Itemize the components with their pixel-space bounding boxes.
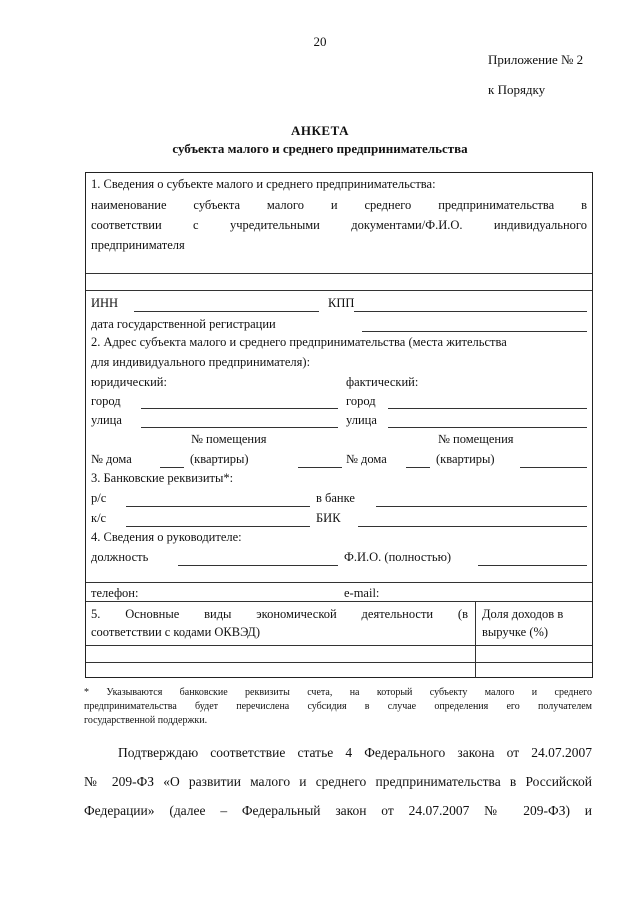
rs-label: р/с — [91, 491, 107, 505]
section1-heading: 1. Сведения о субъекте малого и среднего предпринимательства: — [91, 177, 436, 191]
bank-field[interactable] — [376, 506, 587, 507]
position-label: должность — [91, 550, 149, 564]
actual-house-field[interactable] — [406, 467, 430, 468]
actual-room-label: № помещения — [438, 432, 514, 446]
income-share-label-line1: Доля доходов в — [482, 607, 564, 621]
legal-house-label: № дома — [91, 452, 132, 466]
rs-field[interactable] — [126, 506, 310, 507]
row-divider — [86, 582, 592, 583]
fio-label: Ф.И.О. (полностью) — [344, 550, 452, 564]
legal-city-field[interactable] — [141, 408, 338, 409]
ks-label: к/с — [91, 511, 107, 525]
section5-text-line1: 5. Основные виды экономической деятельности (в — [91, 607, 468, 621]
page-number: 20 — [313, 34, 327, 49]
section1-text-line3: предпринимателя — [91, 238, 185, 252]
legal-address-label: юридический: — [91, 375, 167, 389]
reg-date-label: дата государственной регистрации — [91, 317, 276, 331]
body-paragraph-line3: Федерации» (далее – Федеральный закон от 24.07.2007 № 209-ФЗ) и — [84, 803, 592, 818]
body-paragraph-line1: Подтверждаю соответствие статье 4 Федерального закона от 24.07.2007 — [118, 745, 592, 760]
bik-field[interactable] — [358, 526, 587, 527]
legal-city-label: город — [91, 394, 121, 408]
footnote-line3: государственной поддержки. — [84, 715, 208, 726]
footnote-line1: * Указываются банковские реквизиты счета, на который субъекту малого и среднего — [84, 687, 592, 698]
row-divider — [86, 273, 592, 274]
questionnaire-form — [85, 172, 593, 678]
bik-label: БИК — [316, 511, 341, 525]
actual-street-label: улица — [346, 413, 377, 427]
bank-label: в банке — [316, 491, 355, 505]
legal-house-field[interactable] — [160, 467, 184, 468]
section2-heading-line1: 2. Адрес субъекта малого и среднего предпринимательства (места жительства — [91, 335, 507, 349]
actual-apartment-label: (квартиры) — [436, 452, 495, 466]
legal-street-field[interactable] — [141, 427, 338, 428]
row-divider — [86, 645, 592, 646]
actual-apartment-field[interactable] — [520, 467, 587, 468]
section2-heading-line2: для индивидуального предпринимателя): — [91, 355, 311, 369]
kpp-field[interactable] — [354, 311, 587, 312]
actual-city-field[interactable] — [388, 408, 587, 409]
section1-text-line1: наименование субъекта малого и среднего предпринимательства в — [91, 198, 587, 212]
row-divider — [86, 662, 592, 663]
email-label: e-mail: — [344, 586, 380, 600]
legal-street-label: улица — [91, 413, 122, 427]
ks-field[interactable] — [126, 526, 310, 527]
row-divider — [86, 601, 592, 602]
section1-text-line2: соответствии с учредительными документами/Ф.И.О. индивидуального — [91, 218, 587, 232]
legal-apartment-label: (квартиры) — [190, 452, 249, 466]
form-subtitle: субъекта малого и среднего предпринимательства — [172, 141, 468, 156]
fio-field[interactable] — [478, 565, 587, 566]
form-title: АНКЕТА — [290, 123, 349, 138]
body-paragraph-line2: № 209-ФЗ «О развитии малого и среднего предпринимательства в Российской — [84, 774, 592, 789]
reg-date-field[interactable] — [362, 331, 587, 332]
legal-room-label: № помещения — [191, 432, 267, 446]
section5-text-line2: соответствии с кодами ОКВЭД) — [91, 625, 260, 639]
actual-city-label: город — [346, 394, 376, 408]
appendix-reference: к Порядку — [488, 82, 546, 97]
legal-apartment-field[interactable] — [298, 467, 342, 468]
row-divider — [86, 290, 592, 291]
actual-address-label: фактический: — [346, 375, 419, 389]
appendix-label: Приложение № 2 — [488, 52, 584, 67]
actual-street-field[interactable] — [388, 427, 587, 428]
section4-heading: 4. Сведения о руководителе: — [91, 530, 242, 544]
actual-house-label: № дома — [346, 452, 387, 466]
column-divider — [475, 601, 476, 678]
inn-field[interactable] — [134, 311, 319, 312]
phone-label: телефон: — [91, 586, 139, 600]
footnote-line2: предпринимательства будет перечислена субсидия в случае определения его получателем — [84, 701, 592, 712]
kpp-label: КПП — [328, 296, 355, 310]
inn-label: ИНН — [91, 296, 119, 310]
position-field[interactable] — [178, 565, 338, 566]
section3-heading: 3. Банковские реквизиты*: — [91, 471, 234, 485]
income-share-label-line2: выручке (%) — [482, 625, 549, 639]
